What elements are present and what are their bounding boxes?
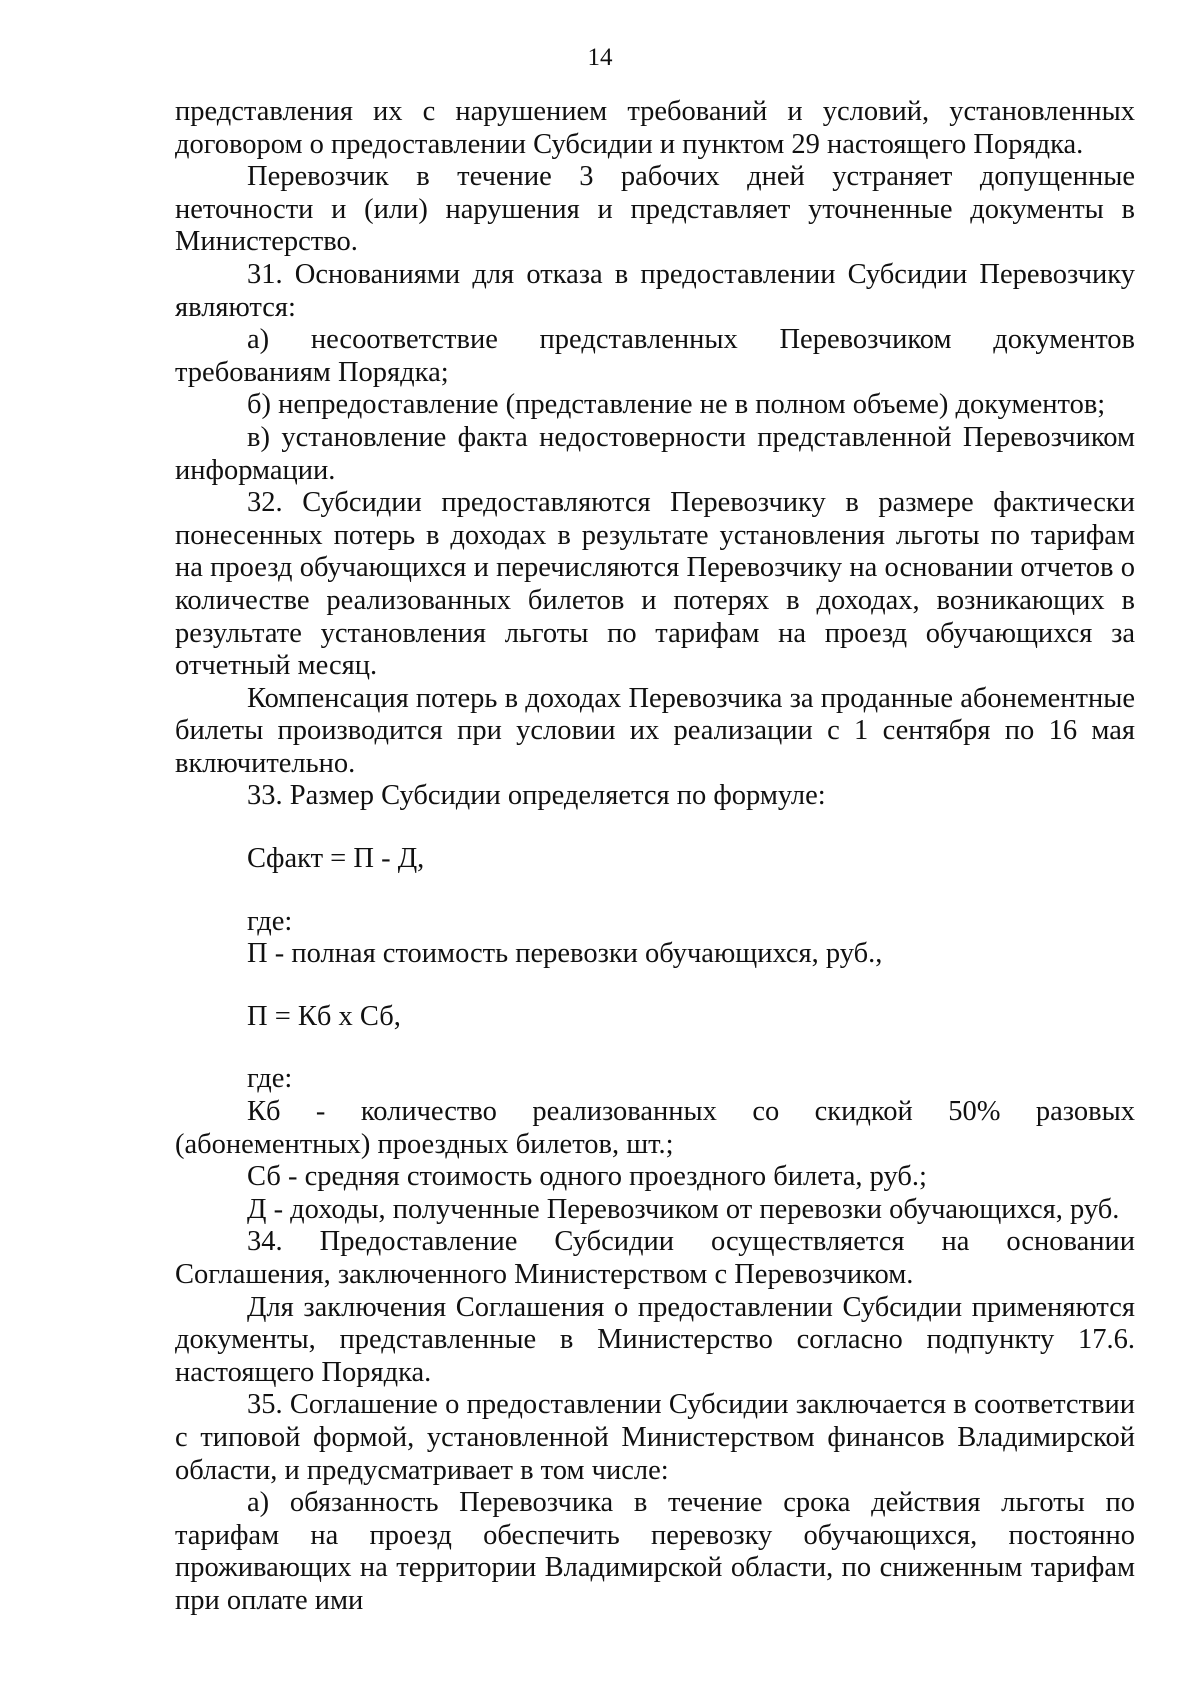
formula-where-label-2: где: xyxy=(247,1063,293,1095)
paragraph-continuation: представления их с нарушением требований и условий, установленных договором о предоставлении Субсидии и пунктом 29 настоящего Порядка. xyxy=(175,96,1135,160)
formula-subsidy: Сфакт = П - Д, xyxy=(247,843,425,875)
clause-31: 31. Основаниями для отказа в предоставлении Субсидии Перевозчику являются: xyxy=(175,258,1135,323)
formula-where-label: где: xyxy=(247,905,293,937)
clause-35: 35. Соглашение о предоставлении Субсидии заключается в соответствии с типовой формой, установленной Министерством финансов Владимирской области, и предусматривает в том числе: xyxy=(175,1389,1135,1486)
formula-full-cost: П = Кб х Сб, xyxy=(247,1000,401,1032)
page-number: 14 xyxy=(587,44,613,71)
clause-31-b: б) непредоставление (представление не в полном объеме) документов; xyxy=(247,389,1106,421)
clause-31-a: а) несоответствие представленных Перевозчиком документов требованиям Порядка; xyxy=(175,324,1135,388)
definition-sb: Сб - средняя стоимость одного проездного билета, руб.; xyxy=(247,1161,927,1193)
paragraph-carrier-corrections: Перевозчик в течение 3 рабочих дней устраняет допущенные неточности и (или) нарушения и представляет уточненные документы в Министерство. xyxy=(175,161,1135,258)
definition-p: П - полная стоимость перевозки обучающихся, руб., xyxy=(247,938,883,970)
clause-32: 32. Субсидии предоставляются Перевозчику в размере фактически понесенных потерь в доходах в результате установления льготы по тарифам на проезд обучающихся и перечисляются Перевозчику на основании отчетов о количестве реализованных билетов и потерях в доходах, возникающих в результате установления льготы по тарифам на проезд обучающихся за отчетный месяц. xyxy=(175,487,1135,682)
definition-kb: Кб - количество реализованных со скидкой 50% разовых (абонементных) проездных билетов, шт.; xyxy=(175,1096,1135,1160)
clause-31-v: в) установление факта недостоверности представленной Перевозчиком информации. xyxy=(175,421,1135,486)
paragraph-agreement-documents: Для заключения Соглашения о предоставлении Субсидии применяются документы, представленные в Министерство согласно подпункту 17.6. настоящего Порядка. xyxy=(175,1291,1135,1388)
clause-34: 34. Предоставление Субсидии осуществляется на основании Соглашения, заключенного Министерством с Перевозчиком. xyxy=(175,1226,1135,1290)
definition-d: Д - доходы, полученные Перевозчиком от перевозки обучающихся, руб. xyxy=(247,1193,1120,1225)
clause-35-a: а) обязанность Перевозчика в течение срока действия льготы по тарифам на проезд обеспечить перевозку обучающихся, постоянно проживающих на территории Владимирской области, по сниженным тарифам при оплате ими xyxy=(175,1487,1135,1616)
document-body xyxy=(175,96,1135,1618)
paragraph-compensation: Компенсация потерь в доходах Перевозчика за проданные абонементные билеты производится при условии их реализации с 1 сентября по 16 мая включительно. xyxy=(175,682,1135,779)
clause-33: 33. Размер Субсидии определяется по формуле: xyxy=(247,780,826,812)
